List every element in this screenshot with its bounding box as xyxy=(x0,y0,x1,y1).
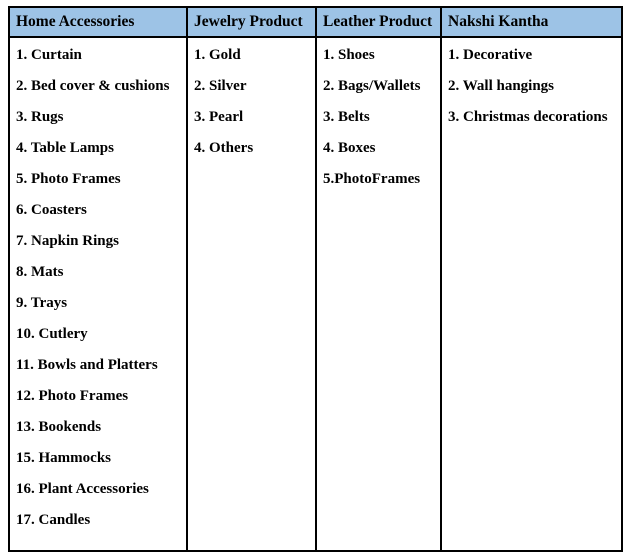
list-item: 13. Bookends xyxy=(16,419,102,435)
list-item: 7. Napkin Rings xyxy=(16,233,119,249)
cell-jewelry-product-items xyxy=(187,37,316,551)
list-item: 11. Bowls and Platters xyxy=(16,357,158,373)
list-item: 6. Coasters xyxy=(16,202,87,218)
column-header-jewelry-product: Jewelry Product xyxy=(187,7,316,37)
cell-home-accessories-items xyxy=(9,37,187,551)
list-item: 10. Cutlery xyxy=(16,326,88,342)
list-item: 5. Photo Frames xyxy=(16,171,121,187)
product-category-table xyxy=(8,6,623,552)
list-item: 4. Table Lamps xyxy=(16,140,114,156)
list-item: 8. Mats xyxy=(16,264,64,280)
list-item: 1. Gold xyxy=(194,47,241,63)
list-item: 1. Decorative xyxy=(448,47,533,63)
cell-leather-product-items xyxy=(316,37,441,551)
list-item: 12. Photo Frames xyxy=(16,388,129,404)
list-item: 3. Pearl xyxy=(194,109,244,125)
list-item: 17. Candles xyxy=(16,512,91,528)
column-header-nakshi-kantha: Nakshi Kantha xyxy=(441,7,622,37)
cell-nakshi-kantha-items xyxy=(441,37,622,551)
list-item: 3. Christmas decorations xyxy=(448,109,608,125)
list-item: 1. Curtain xyxy=(16,47,82,63)
column-header-leather-product: Leather Product xyxy=(316,7,441,37)
list-item: 2. Silver xyxy=(194,78,247,94)
table-header-row xyxy=(9,7,622,37)
list-item: 4. Boxes xyxy=(323,140,376,156)
list-item: 9. Trays xyxy=(16,295,68,311)
list-item: 2. Bags/Wallets xyxy=(323,78,421,94)
list-item: 1. Shoes xyxy=(323,47,375,63)
list-item: 3. Rugs xyxy=(16,109,64,125)
list-item: 16. Plant Accessories xyxy=(16,481,149,497)
list-item: 4. Others xyxy=(194,140,254,156)
list-item: 2. Bed cover & cushions xyxy=(16,78,170,94)
list-item: 3. Belts xyxy=(323,109,370,125)
table-body xyxy=(9,37,622,551)
column-header-home-accessories: Home Accessories xyxy=(9,7,187,37)
product-category-table-wrap xyxy=(8,6,623,552)
list-item: 2. Wall hangings xyxy=(448,78,555,94)
list-item: 15. Hammocks xyxy=(16,450,111,466)
list-item: 5.PhotoFrames xyxy=(323,171,421,187)
